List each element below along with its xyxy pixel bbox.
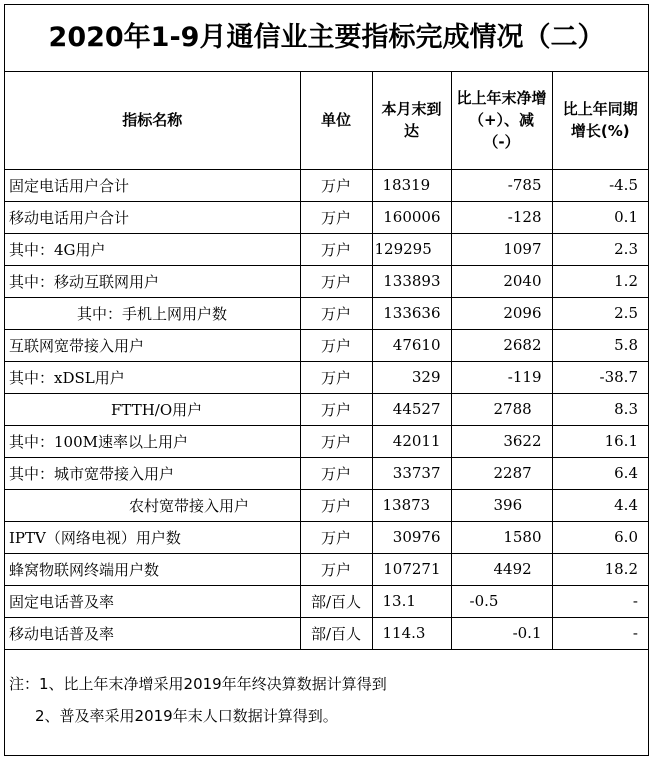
net-change-cell: 2287 bbox=[451, 457, 552, 489]
yoy-growth-cell: 5.8 bbox=[552, 329, 648, 361]
indicator-name: 其中：xDSL用户 bbox=[5, 361, 300, 393]
yoy-growth-cell: 6.0 bbox=[552, 521, 648, 553]
net-change-cell: -785 bbox=[451, 169, 552, 201]
net-change-cell: 396 bbox=[451, 489, 552, 521]
current-value-cell: 129295 bbox=[372, 233, 451, 265]
unit-cell: 万户 bbox=[300, 361, 372, 393]
unit-cell: 万户 bbox=[300, 169, 372, 201]
report-title: 2020年1-9月通信业主要指标完成情况（二） bbox=[5, 5, 648, 72]
net-change-cell: 2040 bbox=[451, 265, 552, 297]
net-change-cell: -119 bbox=[451, 361, 552, 393]
indicator-name: 固定电话用户合计 bbox=[5, 169, 300, 201]
current-value-cell: 47610 bbox=[372, 329, 451, 361]
unit-cell: 部/百人 bbox=[300, 617, 372, 649]
yoy-growth-cell: 4.4 bbox=[552, 489, 648, 521]
unit-cell: 万户 bbox=[300, 201, 372, 233]
header-net-change: 比上年末净增（+）、减（-） bbox=[451, 72, 552, 169]
footnote-1: 注：1、比上年末净增采用2019年年终决算数据计算得到 bbox=[9, 674, 387, 693]
indicator-name: FTTH/O用户 bbox=[5, 393, 300, 425]
indicator-table bbox=[5, 72, 648, 650]
table-row bbox=[5, 233, 648, 265]
yoy-growth-cell: 1.2 bbox=[552, 265, 648, 297]
net-change-cell: 2096 bbox=[451, 297, 552, 329]
yoy-growth-cell: 0.1 bbox=[552, 201, 648, 233]
yoy-growth-cell: -38.7 bbox=[552, 361, 648, 393]
unit-cell: 万户 bbox=[300, 521, 372, 553]
yoy-growth-cell: - bbox=[552, 585, 648, 617]
yoy-growth-cell: -4.5 bbox=[552, 169, 648, 201]
net-change-cell: -128 bbox=[451, 201, 552, 233]
unit-cell: 万户 bbox=[300, 329, 372, 361]
yoy-growth-cell: 16.1 bbox=[552, 425, 648, 457]
indicator-name: 移动电话用户合计 bbox=[5, 201, 300, 233]
unit-cell: 万户 bbox=[300, 297, 372, 329]
current-value-cell: 329 bbox=[372, 361, 451, 393]
net-change-cell: 4492 bbox=[451, 553, 552, 585]
indicator-name: 蜂窝物联网终端用户数 bbox=[5, 553, 300, 585]
unit-cell: 万户 bbox=[300, 233, 372, 265]
report-sheet bbox=[4, 4, 649, 756]
unit-cell: 万户 bbox=[300, 425, 372, 457]
net-change-cell: 1097 bbox=[451, 233, 552, 265]
current-value-cell: 44527 bbox=[372, 393, 451, 425]
yoy-growth-cell: 2.3 bbox=[552, 233, 648, 265]
indicator-name: 农村宽带接入用户 bbox=[5, 489, 300, 521]
current-value-cell: 18319 bbox=[372, 169, 451, 201]
current-value-cell: 30976 bbox=[372, 521, 451, 553]
header-indicator-name: 指标名称 bbox=[5, 72, 300, 169]
indicator-name: 其中：100M速率以上用户 bbox=[5, 425, 300, 457]
table-row bbox=[5, 169, 648, 201]
header-yoy-growth: 比上年同期增长(%) bbox=[552, 72, 648, 169]
current-value-cell: 33737 bbox=[372, 457, 451, 489]
footnotes bbox=[5, 650, 648, 732]
current-value-cell: 133636 bbox=[372, 297, 451, 329]
net-change-cell: 2682 bbox=[451, 329, 552, 361]
unit-cell: 万户 bbox=[300, 553, 372, 585]
indicator-name: 其中：移动互联网用户 bbox=[5, 265, 300, 297]
net-change-cell: 2788 bbox=[451, 393, 552, 425]
header-unit: 单位 bbox=[300, 72, 372, 169]
indicator-name: 其中：城市宽带接入用户 bbox=[5, 457, 300, 489]
yoy-growth-cell: 18.2 bbox=[552, 553, 648, 585]
current-value-cell: 114.3 bbox=[372, 617, 451, 649]
current-value-cell: 133893 bbox=[372, 265, 451, 297]
table-row bbox=[5, 361, 648, 393]
table-row bbox=[5, 425, 648, 457]
yoy-growth-cell: - bbox=[552, 617, 648, 649]
table-row bbox=[5, 553, 648, 585]
unit-cell: 万户 bbox=[300, 265, 372, 297]
unit-cell: 万户 bbox=[300, 457, 372, 489]
table-row bbox=[5, 265, 648, 297]
table-row bbox=[5, 489, 648, 521]
yoy-growth-cell: 8.3 bbox=[552, 393, 648, 425]
net-change-cell: -0.5 bbox=[451, 585, 552, 617]
table-row bbox=[5, 585, 648, 617]
indicator-name: IPTV（网络电视）用户数 bbox=[5, 521, 300, 553]
table-row bbox=[5, 329, 648, 361]
current-value-cell: 107271 bbox=[372, 553, 451, 585]
current-value-cell: 160006 bbox=[372, 201, 451, 233]
indicator-name: 其中：4G用户 bbox=[5, 233, 300, 265]
table-row bbox=[5, 393, 648, 425]
table-header-row bbox=[5, 72, 648, 169]
net-change-cell: 3622 bbox=[451, 425, 552, 457]
indicator-name: 互联网宽带接入用户 bbox=[5, 329, 300, 361]
unit-cell: 万户 bbox=[300, 489, 372, 521]
indicator-name: 移动电话普及率 bbox=[5, 617, 300, 649]
current-value-cell: 42011 bbox=[372, 425, 451, 457]
table-row bbox=[5, 201, 648, 233]
yoy-growth-cell: 2.5 bbox=[552, 297, 648, 329]
current-value-cell: 13.1 bbox=[372, 585, 451, 617]
table-row bbox=[5, 457, 648, 489]
indicator-name: 其中：手机上网用户数 bbox=[5, 297, 300, 329]
indicator-name: 固定电话普及率 bbox=[5, 585, 300, 617]
table-row bbox=[5, 297, 648, 329]
table-row bbox=[5, 617, 648, 649]
header-current-value: 本月末到达 bbox=[372, 72, 451, 169]
unit-cell: 万户 bbox=[300, 393, 372, 425]
net-change-cell: -0.1 bbox=[451, 617, 552, 649]
footnote-2: 2、普及率采用2019年末人口数据计算得到。 bbox=[35, 706, 338, 725]
table-row bbox=[5, 521, 648, 553]
yoy-growth-cell: 6.4 bbox=[552, 457, 648, 489]
unit-cell: 部/百人 bbox=[300, 585, 372, 617]
current-value-cell: 13873 bbox=[372, 489, 451, 521]
net-change-cell: 1580 bbox=[451, 521, 552, 553]
